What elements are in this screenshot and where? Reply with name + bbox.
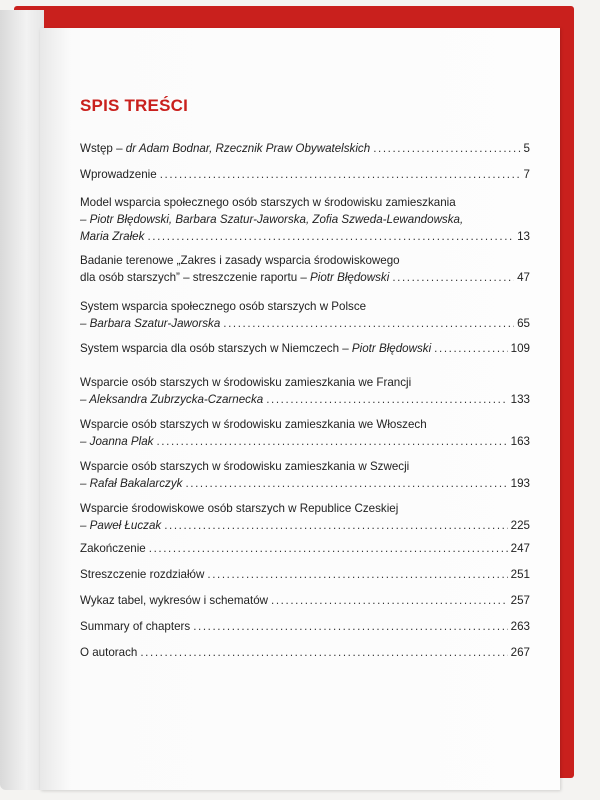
toc-leader-dots: [373, 140, 520, 157]
toc-leader-dots: [266, 391, 507, 408]
toc-entry-author: – Rafał Bakalarczyk: [80, 477, 183, 490]
toc-entry-line: [80, 211, 530, 228]
toc-entry-text: [80, 475, 182, 492]
toc-leader-dots: [140, 644, 507, 661]
toc-page-number: 263: [510, 620, 530, 633]
toc-entry-line: [80, 269, 530, 286]
toc-page-number: 133: [510, 393, 530, 406]
toc-entry: [80, 166, 530, 183]
toc-entry: [80, 644, 530, 661]
toc-entry-author: – Barbara Szatur-Jaworska: [80, 317, 221, 330]
toc-leader-dots: [207, 566, 507, 583]
toc-entry-text: Summary of chapters: [80, 620, 191, 633]
left-page-edge: [0, 10, 44, 790]
toc-entry-line: [80, 644, 530, 661]
toc-entry-author: – Joanna Plak: [80, 435, 154, 448]
toc-entry-line: [80, 618, 530, 635]
toc-leader-dots: [223, 315, 514, 332]
toc-entry: [80, 374, 530, 408]
toc-page-number: 225: [510, 519, 530, 532]
toc-entry-line: [80, 166, 530, 183]
toc-entry-author: Piotr Błędowski: [310, 271, 390, 284]
toc-title: SPIS TREŚCI: [80, 96, 189, 115]
toc-leader-dots: [193, 618, 507, 635]
toc-leader-dots: [434, 340, 507, 357]
toc-page-number: 109: [510, 342, 530, 355]
toc-entry-text: dla osób starszych” – streszczenie raportu – Piotr Błędowski: [80, 271, 390, 284]
toc-page-number: 13: [517, 230, 530, 243]
toc-entry: [80, 140, 530, 157]
toc-entry-line: [80, 566, 530, 583]
toc-entry: [80, 566, 530, 583]
toc-entry-author: – Piotr Błędowski, Barbara Szatur-Jaworska, Zofia Szweda-Lewandowska,: [80, 213, 464, 226]
toc-entry-text: Wykaz tabel, wykresów i schematów: [80, 594, 269, 607]
toc-entry-text: Model wsparcia społecznego osób starszych w środowisku zamieszkania: [80, 196, 456, 209]
toc-entry-author: Piotr Błędowski: [351, 342, 432, 355]
toc-leader-dots: [271, 592, 508, 609]
toc-entry-text: Streszczenie rozdziałów: [80, 568, 205, 581]
toc-page-number: 7: [523, 168, 530, 181]
toc-entry-line: [80, 374, 530, 391]
toc-entry-text: Wsparcie osób starszych w środowisku zamieszkania we Francji: [80, 376, 412, 389]
toc-entry: [80, 500, 530, 534]
toc-entry: [80, 416, 530, 450]
toc-entry-line: [80, 315, 530, 332]
toc-entry-text: System wsparcia społecznego osób starszych w Polsce: [80, 300, 367, 313]
toc-entry-line: [80, 517, 530, 534]
toc-entry-text: Zakończenie: [80, 542, 146, 555]
toc-page-number: 193: [510, 477, 530, 490]
toc-entry-text: Wsparcie osób starszych w środowisku zamieszkania we Włoszech: [80, 418, 427, 431]
toc-entry-text: Badanie terenowe „Zakres i zasady wsparcia środowiskowego: [80, 254, 400, 267]
toc-entry-line: [80, 540, 530, 557]
toc-entry: [80, 592, 530, 609]
toc-entry-line: [80, 391, 530, 408]
toc-entry-text: [80, 433, 153, 450]
toc-page-number: 267: [510, 646, 530, 659]
toc-entry-author: dr Adam Bodnar, Rzecznik Praw Obywatelskich: [125, 142, 371, 155]
toc-entry-line: [80, 140, 530, 157]
toc-entry-text: [80, 315, 220, 332]
toc-entry-line: [80, 433, 530, 450]
toc-page-number: 5: [523, 142, 530, 155]
toc-leader-dots: [156, 433, 507, 450]
toc-entry: [80, 298, 530, 332]
toc-entry-text: System wsparcia dla osób starszych w Niemczech – Piotr Błędowski: [80, 342, 432, 355]
toc-page-number: 257: [510, 594, 530, 607]
toc-entry-text: Wsparcie środowiskowe osób starszych w Republice Czeskiej: [80, 502, 399, 515]
toc-leader-dots: [160, 166, 521, 183]
toc-entry: [80, 194, 530, 245]
toc-entry-line: [80, 500, 530, 517]
toc-entry: [80, 252, 530, 286]
toc-entry-text: O autorach: [80, 646, 138, 659]
toc-leader-dots: [164, 517, 507, 534]
toc-entry: [80, 540, 530, 557]
toc-entry-text: Wsparcie osób starszych w środowisku zamieszkania w Szwecji: [80, 460, 410, 473]
toc-leader-dots: [149, 540, 508, 557]
toc-entry-line: [80, 194, 530, 211]
toc-entry-line: [80, 592, 530, 609]
toc-entry-author: – Paweł Łuczak: [80, 519, 162, 532]
toc-entry-text: [80, 391, 263, 408]
toc-entry: [80, 618, 530, 635]
toc-entry-author: – Aleksandra Zubrzycka-Czarnecka: [80, 393, 264, 406]
toc-entry-author: Maria Zrałek: [80, 230, 145, 243]
toc-leader-dots: [392, 269, 514, 286]
toc-entry-line: [80, 228, 530, 245]
toc-entry-line: [80, 416, 530, 433]
toc-page-number: 251: [510, 568, 530, 581]
toc-entry-text: [80, 211, 463, 228]
toc-entry-text: Wprowadzenie: [80, 168, 157, 181]
toc-entry: [80, 458, 530, 492]
toc-entry-line: [80, 252, 530, 269]
toc-leader-dots: [147, 228, 514, 245]
toc-page-number: 65: [517, 317, 530, 330]
toc-entry-line: [80, 475, 530, 492]
toc-entry: [80, 340, 530, 357]
toc-entry-line: [80, 298, 530, 315]
toc-page-number: 163: [510, 435, 530, 448]
toc-entry-line: [80, 458, 530, 475]
toc-page-number: 247: [510, 542, 530, 555]
toc-page-number: 47: [517, 271, 530, 284]
toc-entry-line: [80, 340, 530, 357]
toc-leader-dots: [185, 475, 507, 492]
toc-entry-text: [80, 228, 144, 245]
toc-entry-text: [80, 517, 161, 534]
toc-entry-text: Wstęp – dr Adam Bodnar, Rzecznik Praw Obywatelskich: [80, 142, 371, 155]
